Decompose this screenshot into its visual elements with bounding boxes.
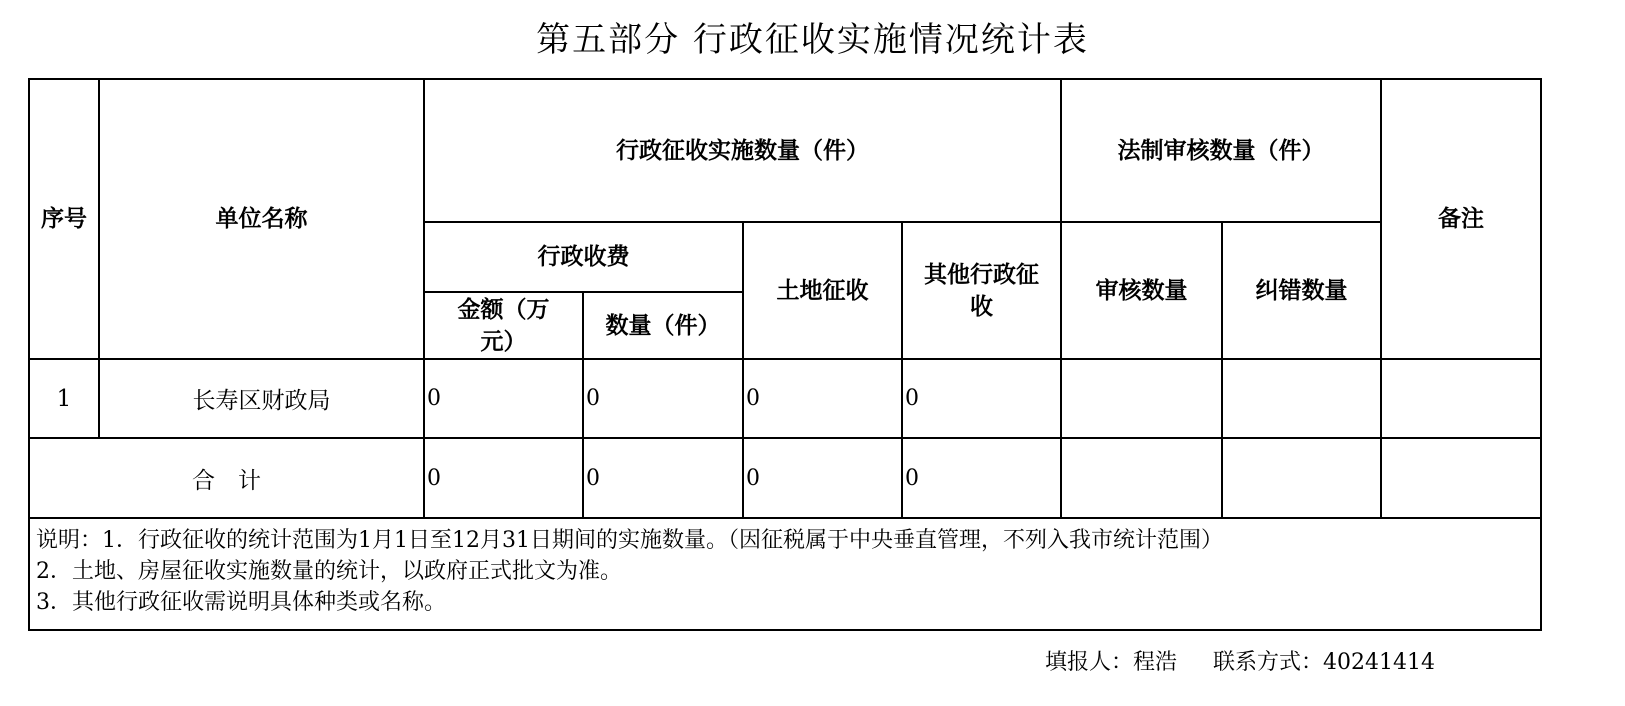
notes-cell (29, 518, 1541, 630)
header-unit-name: 单位名称 (99, 79, 424, 359)
row-seq: 1 (29, 359, 99, 438)
total-row (29, 438, 1541, 518)
header-seq: 序号 (29, 79, 99, 359)
header-implement-qty: 行政征收实施数量（件） (424, 79, 1061, 222)
note-line: 3．其他行政征收需说明具体种类或名称。 (36, 590, 446, 615)
header-review-count: 审核数量 (1061, 222, 1222, 359)
header-other-expropriation: 其他行政征收 (902, 222, 1061, 359)
header-legal-review-qty: 法制审核数量（件） (1061, 79, 1381, 222)
total-other: 0 (902, 438, 1061, 518)
header-land-expropriation: 土地征收 (743, 222, 902, 359)
row-land: 0 (743, 359, 902, 438)
page-title: 第五部分 行政征收实施情况统计表 (536, 20, 1089, 60)
row-quantity: 0 (583, 359, 743, 438)
contact: 联系方式：40241414 (1213, 650, 1435, 675)
header-remarks: 备注 (1381, 79, 1541, 359)
total-quantity: 0 (583, 438, 743, 518)
total-amount: 0 (424, 438, 583, 518)
total-correction (1222, 438, 1381, 518)
reporter: 填报人：程浩 (1045, 650, 1178, 675)
row-remark (1381, 359, 1541, 438)
total-label: 合 计 (29, 438, 424, 518)
table-row (29, 359, 1541, 438)
row-unit-name: 长寿区财政局 (99, 359, 424, 438)
total-land: 0 (743, 438, 902, 518)
row-correction (1222, 359, 1381, 438)
row-other: 0 (902, 359, 1061, 438)
header-amount: 金额（万元） (424, 292, 583, 359)
row-amount: 0 (424, 359, 583, 438)
statistics-table (28, 78, 1542, 631)
header-quantity: 数量（件） (583, 292, 743, 359)
header-correction-count: 纠错数量 (1222, 222, 1381, 359)
note-line: 说明：1．行政征收的统计范围为1月1日至12月31日期间的实施数量。（因征税属于中央垂直管理，不列入我市统计范围） (36, 528, 1223, 553)
note-line: 2．土地、房屋征收实施数量的统计，以政府正式批文为准。 (36, 559, 622, 584)
footer (1045, 645, 1435, 676)
header-admin-fee: 行政收费 (424, 222, 743, 292)
total-review (1061, 438, 1222, 518)
total-remark (1381, 438, 1541, 518)
row-review (1061, 359, 1222, 438)
